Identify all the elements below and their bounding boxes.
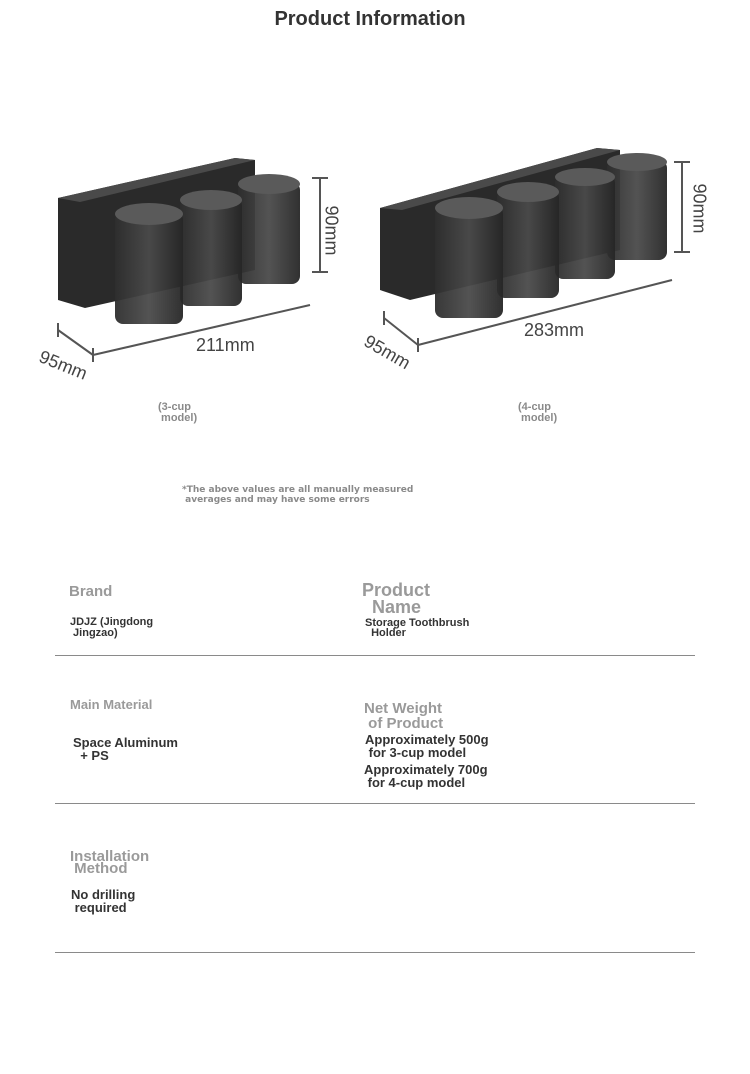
brand-value: JDJZ (Jingdong Jingzao)	[70, 616, 154, 639]
net-weight-value-4-cup: Approximately 700g for 4-cup model	[364, 762, 488, 790]
product-name-value: Storage Toothbrush Holder	[365, 617, 470, 639]
width-label-4-cup: 283mm	[524, 320, 585, 340]
height-label-3-cup: 90mm	[321, 205, 342, 256]
product-name-label: Product Name	[362, 580, 431, 617]
net-weight-label: Net Weight of Product	[364, 700, 444, 732]
model-caption-3-cup: (3-cup model)	[158, 401, 198, 424]
page-title: Product Information	[274, 8, 466, 30]
material-value: Space Aluminum + PS	[73, 735, 178, 763]
installation-value: No drilling required	[71, 887, 136, 915]
spec-divider-2	[55, 803, 695, 804]
height-label-4-cup: 90mm	[689, 183, 710, 234]
installation-label: Installation Method	[70, 848, 150, 877]
material-label: Main Material	[70, 697, 153, 712]
depth-label-4-cup: 95mm	[360, 330, 414, 374]
depth-label-3-cup: 95mm	[36, 346, 91, 384]
net-weight-value-3-cup: Approximately 500g for 3-cup model	[365, 732, 489, 760]
spec-divider-1	[55, 655, 695, 656]
measurement-note: *The above values are all manually measured averages and may have some errors	[182, 485, 414, 505]
brand-label: Brand	[69, 583, 113, 600]
width-label-3-cup: 211mm	[196, 335, 255, 355]
spec-divider-3	[55, 952, 695, 953]
model-caption-4-cup: (4-cup model)	[518, 401, 558, 424]
